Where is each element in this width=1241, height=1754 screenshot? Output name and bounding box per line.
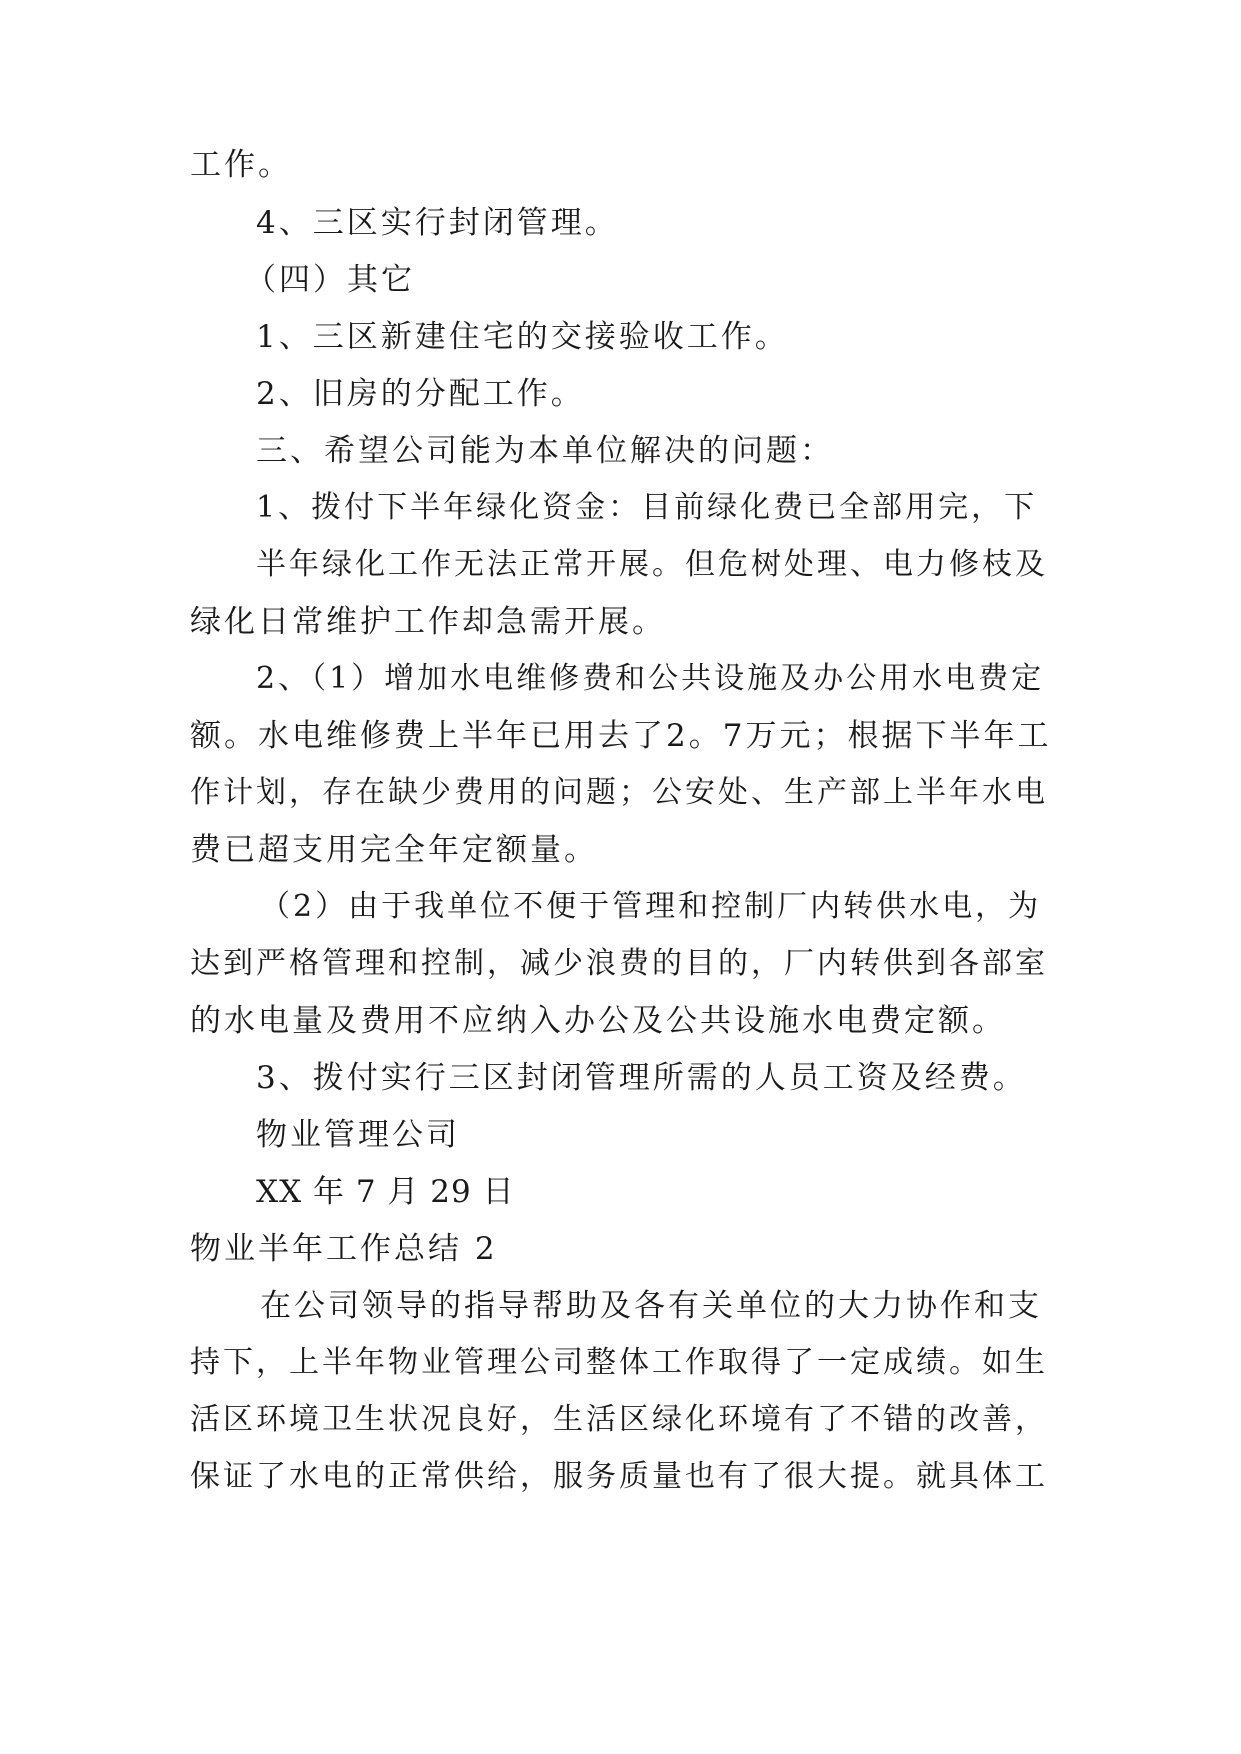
paragraph-line: 3、拨付实行三区封闭管理所需的人员工资及经费。 — [256, 1060, 1027, 1096]
paragraph-line: 1、拨付下半年绿化资金：目前绿化费已全部用完，下 — [256, 490, 1038, 525]
paragraph-line: 额。水电维修费上半年已用去了2。7万元；根据下半年工 — [190, 718, 1052, 754]
paragraph-line: 持下，上半年物业管理公司整体工作取得了一定成绩。如生 — [190, 1345, 1048, 1380]
paragraph-line: 活区环境卫生状况良好，生活区绿化环境有了不错的改善， — [190, 1402, 1048, 1437]
paragraph-line: 1、三区新建住宅的交接验收工作。 — [256, 319, 789, 355]
paragraph-line: 的水电量及费用不应纳入办公及公共设施水电费定额。 — [190, 1003, 1006, 1039]
paragraph-line: 在公司领导的指导帮助及各有关单位的大力协作和支 — [260, 1288, 1042, 1324]
paragraph-line: 作计划，存在缺少费用的问题；公安处、生产部上半年水电 — [190, 775, 1048, 810]
paragraph-line: 工作。 — [190, 147, 292, 183]
signature-date: XX 年 7 月 29 日 — [256, 1174, 515, 1210]
paragraph-line: 达到严格管理和控制，减少浪费的目的，厂内转供到各部室 — [190, 946, 1048, 981]
paragraph-line: 4、三区实行封闭管理。 — [256, 205, 619, 241]
paragraph-line: 绿化日常维护工作却急需开展。 — [190, 604, 666, 640]
paragraph-line: 2、（1）增加水电维修费和公共设施及办公用水电费定 — [256, 661, 1045, 696]
paragraph-line: 保证了水电的正常供给，服务质量也有了很大提。就具体工 — [190, 1459, 1048, 1494]
signature-org: 物业管理公司 — [256, 1117, 460, 1153]
paragraph-line: 半年绿化工作无法正常开展。但危树处理、电力修枝及 — [256, 547, 1048, 582]
section-heading: 三、希望公司能为本单位解决的问题： — [256, 433, 834, 469]
document-title: 物业半年工作总结 2 — [190, 1231, 498, 1267]
paragraph-line: 2、旧房的分配工作。 — [256, 376, 585, 412]
section-heading: （四）其它 — [245, 262, 415, 298]
paragraph-line: 费已超支用完全年定额量。 — [190, 832, 598, 868]
paragraph-line: （2）由于我单位不便于管理和控制厂内转供水电，为 — [260, 889, 1042, 924]
